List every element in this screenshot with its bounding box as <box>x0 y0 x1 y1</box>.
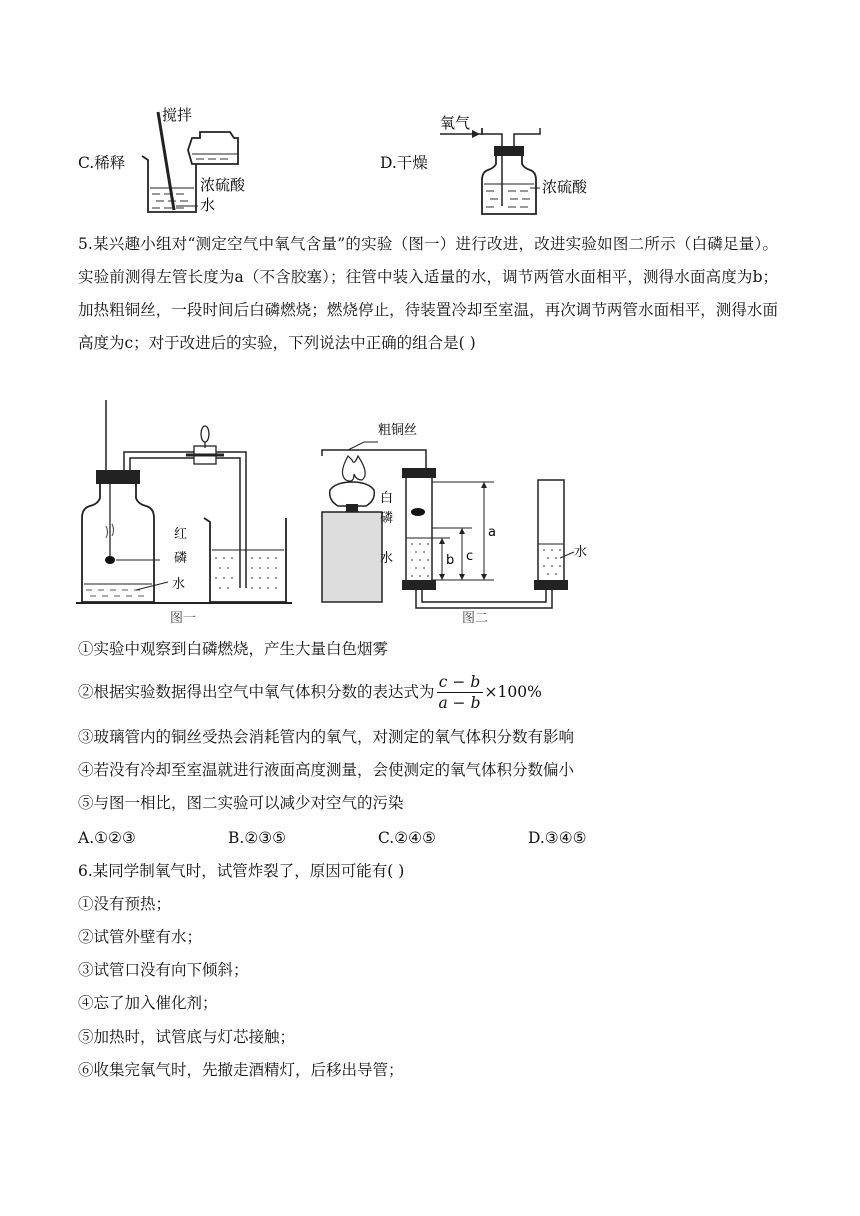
water-label-right-fig2: 水 <box>574 545 588 560</box>
statement-2 <box>78 670 542 714</box>
q6-item-3: ③试管口没有向下倾斜； <box>78 961 249 979</box>
height-c-label: c <box>466 549 474 564</box>
fraction-denominator: a − b <box>438 693 481 712</box>
q6-item-2: ②试管外壁有水； <box>78 928 203 946</box>
option-c-label: C.稀释 <box>78 154 126 172</box>
figure-d-drying <box>432 106 612 218</box>
copper-wire-label: 粗铜丝 <box>378 423 418 438</box>
statement-1: ①实验中观察到白磷燃烧，产生大量白色烟雾 <box>78 640 389 658</box>
statement-2-prefix: ②根据实验数据得出空气中氧气体积分数的表达式为 <box>78 683 435 701</box>
conc-acid-label-d: 浓硫酸 <box>542 178 588 196</box>
white-phosphorus-label-2: 磷 <box>380 511 394 526</box>
q6-item-6: ⑥收集完氧气时，先撤走酒精灯，后移出导管； <box>78 1061 404 1079</box>
option-a[interactable]: A.①②③ <box>78 829 136 847</box>
white-phosphorus-label-1: 白 <box>380 491 394 506</box>
q6-item-4: ④忘了加入催化剂； <box>78 994 218 1012</box>
statement-3: ③玻璃管内的铜丝受热会消耗管内的氧气，对测定的氧气体积分数有影响 <box>78 728 575 746</box>
option-d[interactable]: D.③④⑤ <box>528 829 587 847</box>
option-d-label: D.干燥 <box>380 154 428 172</box>
question-6-text: 6.某同学制氧气时，试管炸裂了，原因可能有( ) <box>78 862 405 880</box>
question-5-text: 5.某兴趣小组对“测定空气中氧气含量”的实验（图一）进行改进，改进实验如图二所示（白磷足量）。实验前测得左管长度为a（不含胶塞）；往管中装入适量的水，调节两管水面相平，测得水面高度为b；加热粗铜丝，一段时间后白磷燃烧；燃烧停止，待装置冷却至室温，再次调节两管水面相平，测得水面高度为c；对于改进后的实验，下列说法中正确的组合是( ) <box>78 235 778 352</box>
red-phosphorus-label-2: 磷 <box>174 551 188 566</box>
length-a-label: a <box>488 525 496 540</box>
red-phosphorus-label-1: 红 <box>174 527 188 542</box>
oxygen-label: 氧气 <box>440 114 471 132</box>
water-label-c: 水 <box>200 196 216 214</box>
fraction-numerator: c − b <box>437 672 483 693</box>
figure-c-dilution <box>130 98 310 220</box>
statement-2-suffix: ×100% <box>484 683 542 701</box>
q6-item-1: ①没有预热； <box>78 895 172 913</box>
water-label-left-fig2: 水 <box>380 551 394 566</box>
stir-label: 搅拌 <box>162 106 193 124</box>
figure-1-caption: 图一 <box>170 611 197 626</box>
option-c[interactable]: C.②④⑤ <box>378 829 436 847</box>
water-label-fig1: 水 <box>172 577 186 592</box>
oxygen-fraction-expression <box>437 672 483 713</box>
option-b[interactable]: B.②③⑤ <box>228 829 287 847</box>
q6-item-5: ⑤加热时，试管底与灯芯接触； <box>78 1028 296 1046</box>
figure-2-caption: 图二 <box>462 611 489 626</box>
figure-2-apparatus <box>318 420 596 628</box>
height-b-label: b <box>446 553 455 568</box>
figure-1-apparatus <box>76 398 294 628</box>
statement-4: ④若没有冷却至室温就进行液面高度测量，会使测定的氧气体积分数偏小 <box>78 761 575 779</box>
conc-acid-label-c: 浓硫酸 <box>200 176 246 194</box>
statement-5: ⑤与图一相比，图二实验可以减少对空气的污染 <box>78 794 404 812</box>
